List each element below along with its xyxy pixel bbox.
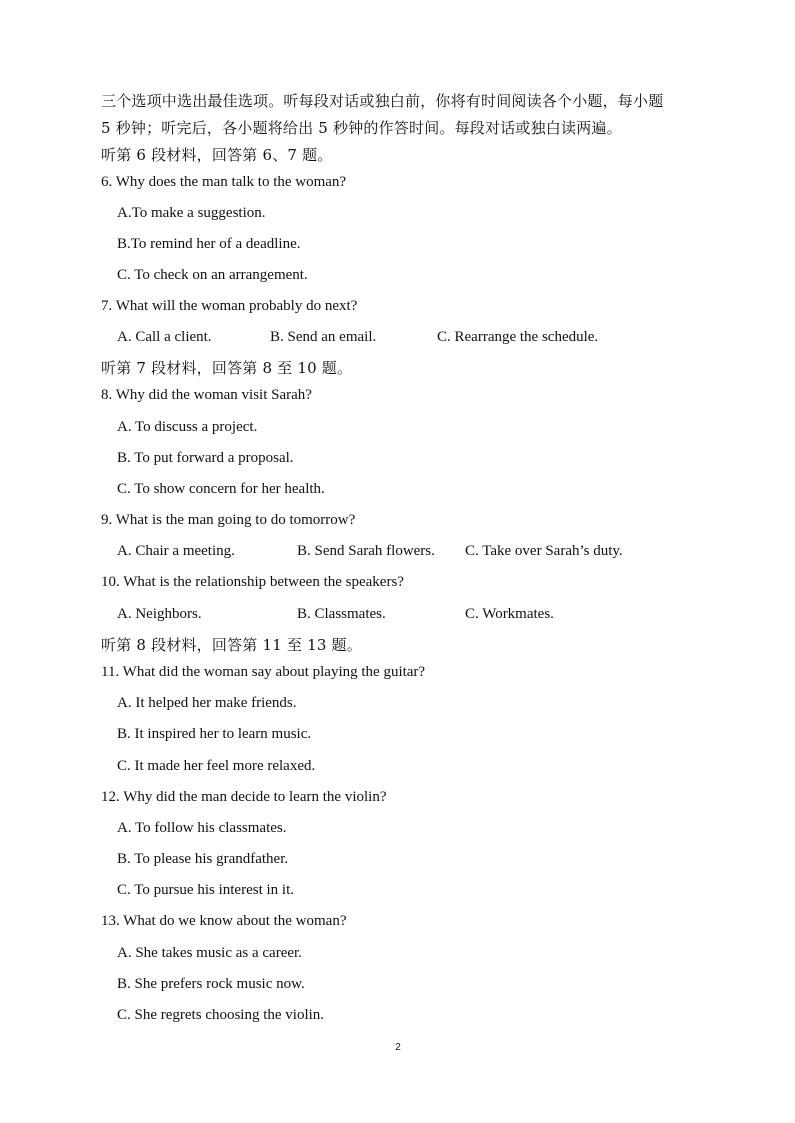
question-13-option-b: B. She prefers rock music now. (117, 976, 305, 992)
question-6-option-c: C. To check on an arrangement. (117, 267, 308, 283)
question-12-option-a: A. To follow his classmates. (117, 820, 287, 836)
question-10-stem: 10. What is the relationship between the speakers? (101, 574, 404, 590)
question-10-option-a: A. Neighbors. (117, 606, 202, 622)
question-8-option-a: A. To discuss a project. (117, 419, 258, 435)
question-9-option-a: A. Chair a meeting. (117, 543, 235, 559)
question-9-option-c: C. Take over Sarah’s duty. (465, 543, 623, 559)
question-7-option-c: C. Rearrange the schedule. (437, 329, 599, 345)
question-7-stem: 7. What will the woman probably do next? (101, 298, 358, 314)
question-13-option-c: C. She regrets choosing the violin. (117, 1007, 325, 1023)
question-13-option-a: A. She takes music as a career. (117, 945, 302, 961)
section-7-header: 听第 7 段材料，回答第 8 至 10 题。 (101, 359, 353, 377)
question-11-option-b: B. It inspired her to learn music. (117, 726, 312, 742)
question-10-option-c: C. Workmates. (465, 606, 554, 622)
question-10-option-b: B. Classmates. (297, 606, 386, 622)
question-11-stem: 11. What did the woman say about playing the guitar? (101, 664, 426, 680)
question-9-stem: 9. What is the man going to do tomorrow? (101, 512, 356, 528)
question-6-stem: 6. Why does the man talk to the woman? (101, 174, 347, 190)
instructions-line-2: 5 秒钟；听完后，各小题将给出 5 秒钟的作答时间。每段对话或独白读两遍。 (101, 119, 622, 137)
question-13-stem: 13. What do we know about the woman? (101, 913, 347, 929)
question-12-option-c: C. To pursue his interest in it. (117, 882, 294, 898)
question-8-stem: 8. Why did the woman visit Sarah? (101, 387, 312, 403)
instructions-line-1: 三个选项中选出最佳选项。听每段对话或独白前，你将有时间阅读各个小题，每小题 (101, 92, 664, 110)
question-9-option-b: B. Send Sarah flowers. (297, 543, 435, 559)
question-8-option-b: B. To put forward a proposal. (117, 450, 294, 466)
question-11-option-c: C. It made her feel more relaxed. (117, 758, 316, 774)
question-7-option-b: B. Send an email. (270, 329, 377, 345)
question-6-option-b: B.To remind her of a deadline. (117, 236, 301, 252)
question-7-option-a: A. Call a client. (117, 329, 212, 345)
page-number: 2 (395, 1042, 401, 1053)
question-6-option-a: A.To make a suggestion. (117, 205, 266, 221)
question-8-option-c: C. To show concern for her health. (117, 481, 325, 497)
section-6-header: 听第 6 段材料，回答第 6、7 题。 (101, 146, 333, 164)
section-8-header: 听第 8 段材料，回答第 11 至 13 题。 (101, 636, 362, 654)
question-12-stem: 12. Why did the man decide to learn the violin? (101, 789, 387, 805)
question-11-option-a: A. It helped her make friends. (117, 695, 297, 711)
question-12-option-b: B. To please his grandfather. (117, 851, 289, 867)
